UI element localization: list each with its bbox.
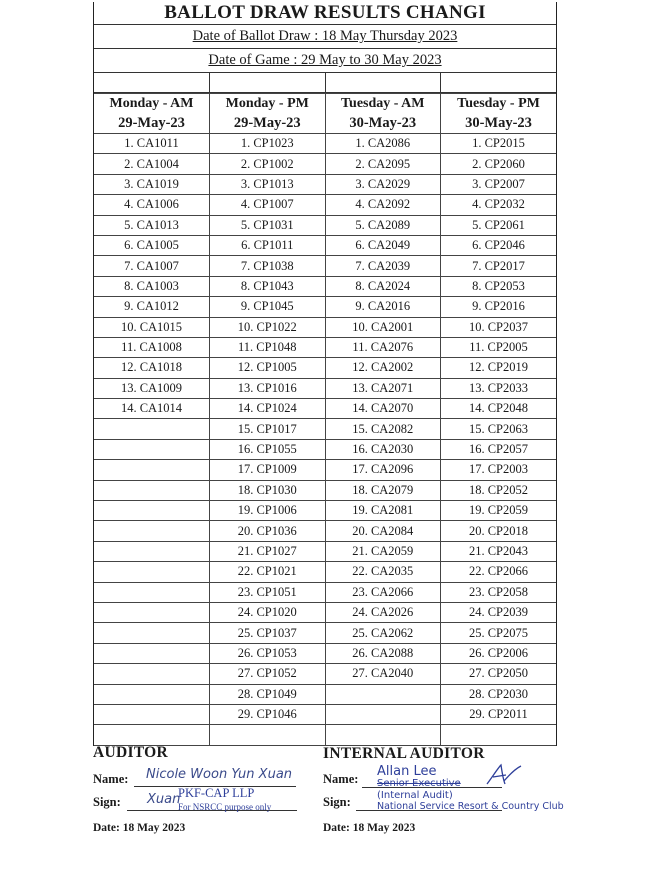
column-day-header: Monday - PM xyxy=(210,94,326,114)
auditor-heading: AUDITOR xyxy=(93,744,169,761)
table-cell xyxy=(94,480,210,500)
table-cell: 16. CP1055 xyxy=(210,439,326,459)
internal-auditor-title: Senior Executive xyxy=(377,778,461,789)
table-cell: 29. CP1046 xyxy=(210,704,326,724)
internal-auditor-signature-mark xyxy=(484,762,524,788)
table-row xyxy=(94,358,556,378)
table-cell xyxy=(94,541,210,561)
table-cell: 8. CA1003 xyxy=(94,276,210,296)
table-cell: 27. CP1052 xyxy=(210,664,326,684)
table-row xyxy=(94,235,556,255)
table-cell: 11. CA1008 xyxy=(94,337,210,357)
table-cell: 24. CP2039 xyxy=(441,602,557,622)
table-cell: 9. CA2016 xyxy=(325,297,441,317)
table-cell: 12. CP1005 xyxy=(210,358,326,378)
table-cell: 2. CP2060 xyxy=(441,154,557,174)
table-cell: 15. CP2063 xyxy=(441,419,557,439)
table-cell: 1. CA2086 xyxy=(325,134,441,154)
table-row xyxy=(94,725,556,745)
table-row xyxy=(94,684,556,704)
table-cell: 5. CA2089 xyxy=(325,215,441,235)
table-row xyxy=(94,460,556,480)
table-cell: 24. CA2026 xyxy=(325,602,441,622)
table-cell xyxy=(94,704,210,724)
table-cell: 17. CA2096 xyxy=(325,460,441,480)
table-cell: 9. CP2016 xyxy=(441,297,557,317)
table-cell xyxy=(94,562,210,582)
table-cell: 29. CP2011 xyxy=(441,704,557,724)
table-cell: 10. CP2037 xyxy=(441,317,557,337)
table-cell: 7. CP1038 xyxy=(210,256,326,276)
internal-auditor-sign-line xyxy=(356,810,502,811)
table-cell: 1. CA1011 xyxy=(94,134,210,154)
table-cell: 27. CP2050 xyxy=(441,664,557,684)
page-title: BALLOT DRAW RESULTS CHANGI xyxy=(94,2,556,25)
table-row xyxy=(94,378,556,398)
day-header-row xyxy=(94,94,556,114)
internal-auditor-sign-label: Sign: xyxy=(323,795,351,809)
auditor-name-handwritten: Nicole Woon Yun Xuan xyxy=(146,767,293,782)
table-cell xyxy=(94,684,210,704)
spacer-row xyxy=(94,73,556,93)
table-cell xyxy=(94,623,210,643)
internal-auditor-heading: INTERNAL AUDITOR xyxy=(323,745,485,762)
column-day-header: Tuesday - AM xyxy=(325,94,441,114)
table-cell: 22. CP2066 xyxy=(441,562,557,582)
table-cell xyxy=(94,664,210,684)
table-cell: 17. CP1009 xyxy=(210,460,326,480)
table-cell: 13. CA1009 xyxy=(94,378,210,398)
game-date: Date of Game : 29 May to 30 May 2023 xyxy=(94,49,556,73)
table-cell: 13. CP1016 xyxy=(210,378,326,398)
table-cell: 12. CP2019 xyxy=(441,358,557,378)
table-cell: 2. CA1004 xyxy=(94,154,210,174)
table-cell: 19. CA2081 xyxy=(325,501,441,521)
table-cell: 28. CP2030 xyxy=(441,684,557,704)
table-cell: 28. CP1049 xyxy=(210,684,326,704)
table-row xyxy=(94,215,556,235)
table-cell: 10. CA1015 xyxy=(94,317,210,337)
table-cell: 20. CP1036 xyxy=(210,521,326,541)
internal-auditor-org: National Service Resort & Country Club xyxy=(377,801,564,812)
table-cell: 3. CP2007 xyxy=(441,174,557,194)
table-row xyxy=(94,480,556,500)
table-cell: 6. CP1011 xyxy=(210,235,326,255)
internal-auditor-dept: (Internal Audit) xyxy=(377,790,453,801)
column-day-header: Monday - AM xyxy=(94,94,210,114)
auditor-signature: Xuan xyxy=(147,792,181,807)
table-cell: 1. CP2015 xyxy=(441,134,557,154)
table-cell: 7. CP2017 xyxy=(441,256,557,276)
table-row xyxy=(94,664,556,684)
table-cell: 25. CA2062 xyxy=(325,623,441,643)
table-cell xyxy=(94,582,210,602)
table-row xyxy=(94,276,556,296)
column-date-header: 30-May-23 xyxy=(441,113,557,134)
auditor-stamp-note: For NSRCC purpose only xyxy=(178,802,272,812)
auditor-date: Date: 18 May 2023 xyxy=(93,822,186,834)
auditor-stamp-firm: PKF-CAP LLP xyxy=(178,786,255,800)
table-cell xyxy=(210,725,326,745)
table-row xyxy=(94,174,556,194)
table-cell xyxy=(441,725,557,745)
table-row xyxy=(94,501,556,521)
table-row xyxy=(94,297,556,317)
table-cell: 10. CP1022 xyxy=(210,317,326,337)
table-row xyxy=(94,582,556,602)
table-cell: 18. CP1030 xyxy=(210,480,326,500)
table-cell: 14. CA1014 xyxy=(94,399,210,419)
table-row xyxy=(94,541,556,561)
results-table xyxy=(94,93,556,746)
table-cell: 3. CP1013 xyxy=(210,174,326,194)
table-cell: 21. CA2059 xyxy=(325,541,441,561)
table-cell: 12. CA1018 xyxy=(94,358,210,378)
table-cell: 21. CP1027 xyxy=(210,541,326,561)
table-cell: 13. CA2071 xyxy=(325,378,441,398)
table-cell: 16. CP2057 xyxy=(441,439,557,459)
table-cell: 14. CP1024 xyxy=(210,399,326,419)
table-cell: 13. CP2033 xyxy=(441,378,557,398)
internal-auditor-name: Allan Lee xyxy=(377,764,437,779)
table-cell: 4. CA2092 xyxy=(325,195,441,215)
table-cell: 18. CA2079 xyxy=(325,480,441,500)
table-cell: 26. CA2088 xyxy=(325,643,441,663)
table-cell: 11. CP1048 xyxy=(210,337,326,357)
table-cell: 26. CP1053 xyxy=(210,643,326,663)
table-cell: 6. CA2049 xyxy=(325,235,441,255)
table-row xyxy=(94,256,556,276)
table-cell: 22. CP1021 xyxy=(210,562,326,582)
table-cell: 14. CP2048 xyxy=(441,399,557,419)
table-cell: 22. CA2035 xyxy=(325,562,441,582)
table-cell: 16. CA2030 xyxy=(325,439,441,459)
table-cell: 12. CA2002 xyxy=(325,358,441,378)
table-cell: 1. CP1023 xyxy=(210,134,326,154)
table-cell: 18. CP2052 xyxy=(441,480,557,500)
table-cell: 23. CA2066 xyxy=(325,582,441,602)
table-cell: 24. CP1020 xyxy=(210,602,326,622)
internal-auditor-name-label: Name: xyxy=(323,772,359,786)
date-header-row xyxy=(94,113,556,134)
table-cell: 20. CA2084 xyxy=(325,521,441,541)
table-cell: 11. CP2005 xyxy=(441,337,557,357)
table-row xyxy=(94,602,556,622)
table-cell xyxy=(325,704,441,724)
table-cell: 26. CP2006 xyxy=(441,643,557,663)
table-row xyxy=(94,134,556,154)
table-cell xyxy=(325,684,441,704)
table-cell: 19. CP1006 xyxy=(210,501,326,521)
table-cell xyxy=(94,643,210,663)
table-cell xyxy=(94,460,210,480)
table-cell xyxy=(94,439,210,459)
table-cell: 8. CP2053 xyxy=(441,276,557,296)
table-cell: 4. CP1007 xyxy=(210,195,326,215)
table-cell: 5. CA1013 xyxy=(94,215,210,235)
table-cell: 3. CA1019 xyxy=(94,174,210,194)
table-cell: 8. CP1043 xyxy=(210,276,326,296)
table-cell: 9. CA1012 xyxy=(94,297,210,317)
table-cell xyxy=(325,725,441,745)
table-cell: 27. CA2040 xyxy=(325,664,441,684)
table-cell: 19. CP2059 xyxy=(441,501,557,521)
table-cell: 9. CP1045 xyxy=(210,297,326,317)
table-cell xyxy=(94,602,210,622)
table-row xyxy=(94,154,556,174)
table-cell: 25. CP2075 xyxy=(441,623,557,643)
table-row xyxy=(94,521,556,541)
internal-auditor-date: Date: 18 May 2023 xyxy=(323,822,416,834)
table-cell: 2. CP1002 xyxy=(210,154,326,174)
table-cell: 14. CA2070 xyxy=(325,399,441,419)
table-cell: 23. CP1051 xyxy=(210,582,326,602)
table-cell: 5. CP1031 xyxy=(210,215,326,235)
column-date-header: 29-May-23 xyxy=(210,113,326,134)
table-row xyxy=(94,317,556,337)
table-row xyxy=(94,399,556,419)
table-cell xyxy=(94,419,210,439)
table-cell: 2. CA2095 xyxy=(325,154,441,174)
table-cell: 3. CA2029 xyxy=(325,174,441,194)
auditor-sign-label: Sign: xyxy=(93,795,121,809)
column-date-header: 30-May-23 xyxy=(325,113,441,134)
ballot-draw-date: Date of Ballot Draw : 18 May Thursday 2023 xyxy=(94,25,556,49)
table-cell: 6. CP2046 xyxy=(441,235,557,255)
column-date-header: 29-May-23 xyxy=(94,113,210,134)
table-row xyxy=(94,643,556,663)
table-cell: 5. CP2061 xyxy=(441,215,557,235)
table-row xyxy=(94,562,556,582)
table-row xyxy=(94,419,556,439)
table-cell: 15. CP1017 xyxy=(210,419,326,439)
table-row xyxy=(94,195,556,215)
table-cell: 7. CA2039 xyxy=(325,256,441,276)
table-row xyxy=(94,623,556,643)
table-row xyxy=(94,337,556,357)
table-cell xyxy=(94,521,210,541)
table-cell xyxy=(94,725,210,745)
table-cell: 11. CA2076 xyxy=(325,337,441,357)
table-cell: 17. CP2003 xyxy=(441,460,557,480)
table-cell: 21. CP2043 xyxy=(441,541,557,561)
table-cell: 25. CP1037 xyxy=(210,623,326,643)
table-cell: 7. CA1007 xyxy=(94,256,210,276)
table-row xyxy=(94,704,556,724)
table-cell: 8. CA2024 xyxy=(325,276,441,296)
table-cell: 23. CP2058 xyxy=(441,582,557,602)
ballot-sheet xyxy=(93,2,557,746)
table-cell: 15. CA2082 xyxy=(325,419,441,439)
column-day-header: Tuesday - PM xyxy=(441,94,557,114)
table-cell xyxy=(94,501,210,521)
auditor-name-label: Name: xyxy=(93,772,129,786)
table-cell: 6. CA1005 xyxy=(94,235,210,255)
table-cell: 4. CP2032 xyxy=(441,195,557,215)
table-cell: 20. CP2018 xyxy=(441,521,557,541)
table-cell: 4. CA1006 xyxy=(94,195,210,215)
table-row xyxy=(94,439,556,459)
table-cell: 10. CA2001 xyxy=(325,317,441,337)
